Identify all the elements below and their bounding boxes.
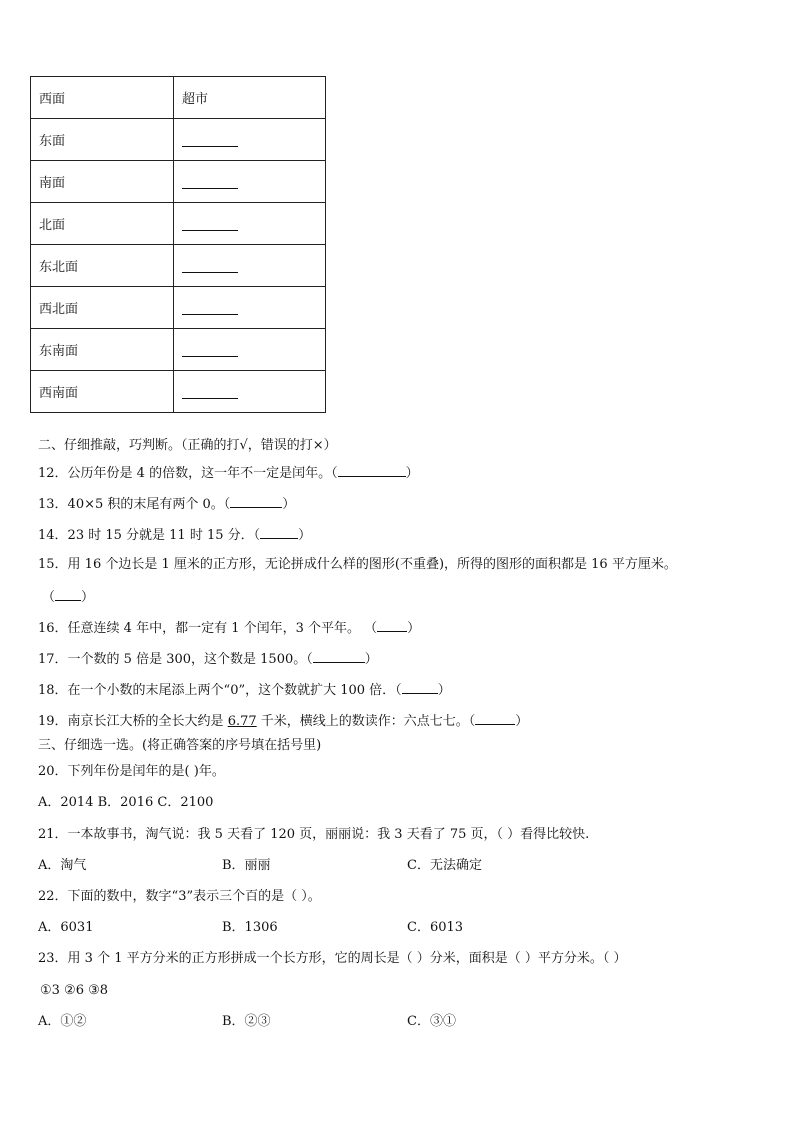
question-23: 23．用 3 个 1 平方分米的正方形拼成一个长方形，它的周长是（ ）分米，面积是（ ）平方分米。（ ） [38,951,627,966]
q21-option-a: A．淘气 [38,858,87,873]
q14-end: ） [298,528,312,543]
q22-option-b: B．1306 [222,920,278,935]
q12-end: ） [405,466,419,481]
q22-option-c: C．6013 [407,920,464,935]
answer-blank[interactable] [260,525,298,539]
direction-cell: 东南面 [31,329,174,371]
table-row [31,119,326,161]
table-row [31,329,326,371]
answer-cell: 超市 [174,77,326,119]
q19-end: ） [515,714,529,729]
answer-blank[interactable] [313,649,365,663]
question-18 [38,680,451,700]
question-22: 22．下面的数中，数字“3”表示三个百的是（ ）。 [38,889,321,904]
question-14 [38,525,311,545]
question-13 [38,494,295,514]
q23-option-c: C．③① [407,1014,456,1029]
direction-cell: 西南面 [31,371,174,413]
direction-cell: 北面 [31,203,174,245]
table-row [31,287,326,329]
direction-cell: 东北面 [31,245,174,287]
answer-cell [174,203,326,245]
answer-blank[interactable] [182,300,238,315]
q16-end: ） [407,621,421,636]
question-16 [38,618,420,638]
q17-text: 17．一个数的 5 倍是 300，这个数是 1500。（ [38,652,313,667]
answer-cell [174,287,326,329]
question-12 [38,463,419,483]
answer-blank[interactable] [55,587,81,601]
question-17 [38,649,378,669]
q13-end: ） [282,497,296,512]
section3-heading: 三、仔细选一选。(将正确答案的序号填在括号里) [38,738,322,753]
direction-cell: 南面 [31,161,174,203]
answer-blank[interactable] [182,174,238,189]
q19-pre: 19．南京长江大桥的全长大约是 [38,714,228,729]
q19-number: 6.77 [227,714,257,729]
q16-text: 16．任意连续 4 年中，都一定有 1 个闰年，3 个平年。 （ [38,621,378,636]
direction-cell: 西北面 [31,287,174,329]
answer-blank[interactable] [402,680,438,694]
q18-text: 18．在一个小数的末尾添上两个“0”，这个数就扩大 100 倍．（ [38,683,402,698]
answer-blank[interactable] [475,711,515,725]
q13-text: 13．40×5 积的末尾有两个 0。（ [38,497,231,512]
question-21: 21．一本故事书，淘气说：我 5 天看了 120 页，丽丽说：我 3 天看了 75 页，（ ）看得比较快. [38,827,590,842]
q21-option-b: B．丽丽 [222,858,271,873]
answer-blank[interactable] [182,342,238,357]
answer-blank[interactable] [230,494,282,508]
q14-text: 14．23 时 15 分就是 11 时 15 分．（ [38,528,261,543]
table-row [31,203,326,245]
direction-cell: 西面 [31,77,174,119]
question-20: 20．下列年份是闰年的是( )年。 [38,764,225,779]
q23-option-b: B．②③ [222,1014,271,1029]
answer-cell [174,329,326,371]
q23-option-a: A．①② [38,1014,87,1029]
answer-blank[interactable] [377,618,407,632]
answer-blank[interactable] [182,258,238,273]
section2-heading: 二、仔细推敲，巧判断。（正确的打√，错误的打×） [38,438,337,453]
direction-table [30,76,326,413]
q15-end: ） [81,590,95,605]
answer-blank[interactable] [338,463,406,477]
q12-text: 12．公历年份是 4 的倍数，这一年不一定是闰年。（ [38,466,338,481]
question-15: 15．用 16 个边长是 1 厘米的正方形，无论拼成什么样的图形(不重叠)，所得的图形的面积都是 16 平方厘米。 [38,557,677,572]
q22-option-a: A．6031 [38,920,94,935]
table-row [31,245,326,287]
answer-blank[interactable] [182,132,238,147]
q23-items: ①3 ②6 ③8 [40,983,109,998]
answer-cell [174,371,326,413]
direction-cell: 东面 [31,119,174,161]
question-15-answer [42,587,94,607]
q19-post: 千米，横线上的数读作：六点七七。（ [256,714,476,729]
q21-option-c: C．无法确定 [407,858,482,873]
answer-cell [174,161,326,203]
q17-end: ） [364,652,378,667]
table-row [31,371,326,413]
answer-blank[interactable] [182,384,238,399]
q20-options: A．2014 B．2016 C．2100 [38,795,214,810]
answer-blank[interactable] [182,216,238,231]
answer-cell [174,119,326,161]
question-19 [38,711,528,731]
table-row [31,77,326,119]
answer-cell [174,245,326,287]
q15-open: （ [42,590,56,605]
q18-end: ） [437,683,451,698]
table-row [31,161,326,203]
